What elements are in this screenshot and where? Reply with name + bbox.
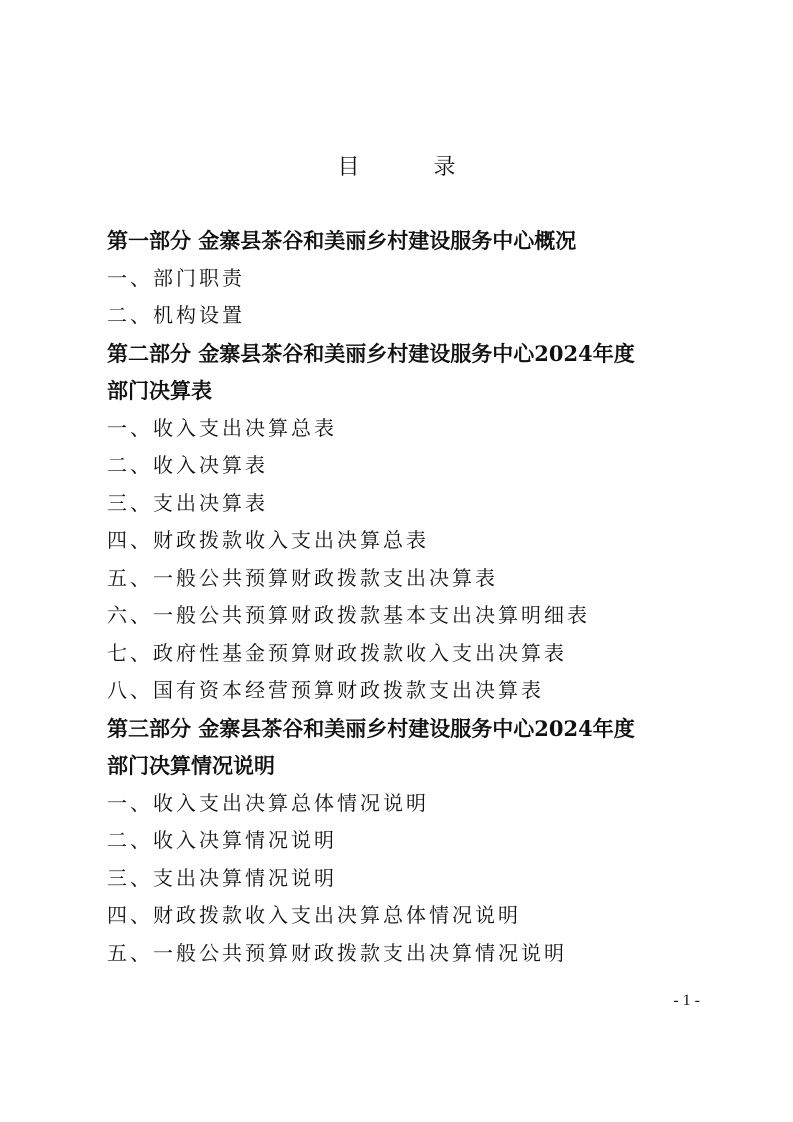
toc-item-part2-3[interactable]: 三、支出决算表 bbox=[107, 490, 268, 515]
part2-heading-line2[interactable]: 部门决算表 bbox=[107, 378, 212, 403]
toc-item-part2-1[interactable]: 一、收入支出决算总表 bbox=[107, 415, 337, 440]
toc-item-part1-1[interactable]: 一、部门职责 bbox=[107, 265, 245, 290]
toc-item-part3-3[interactable]: 三、支出决算情况说明 bbox=[107, 865, 337, 890]
toc-item-part2-6[interactable]: 六、一般公共预算财政拨款基本支出决算明细表 bbox=[107, 603, 590, 627]
part3-heading-line2[interactable]: 部门决算情况说明 bbox=[107, 753, 275, 778]
toc-item-part2-8[interactable]: 八、国有资本经营预算财政拨款支出决算表 bbox=[107, 678, 544, 702]
toc-item-part2-4[interactable]: 四、财政拨款收入支出决算总表 bbox=[107, 528, 429, 552]
toc-item-part2-7[interactable]: 七、政府性基金预算财政拨款收入支出决算表 bbox=[107, 640, 567, 665]
toc-item-part2-5[interactable]: 五、一般公共预算财政拨款支出决算表 bbox=[107, 565, 498, 590]
table-of-contents bbox=[107, 222, 707, 972]
toc-item-part1-2[interactable]: 二、机构设置 bbox=[107, 303, 245, 327]
part2-heading-line1[interactable]: 第二部分 金寨县茶谷和美丽乡村建设服务中心2024年度 bbox=[107, 340, 635, 366]
toc-item-part3-4[interactable]: 四、财政拨款收入支出决算总体情况说明 bbox=[107, 903, 521, 927]
page-title: 目 录 bbox=[337, 155, 482, 180]
toc-item-part3-2[interactable]: 二、收入决算情况说明 bbox=[107, 828, 337, 852]
toc-item-part3-1[interactable]: 一、收入支出决算总体情况说明 bbox=[107, 790, 429, 815]
toc-item-part3-5[interactable]: 五、一般公共预算财政拨款支出决算情况说明 bbox=[107, 940, 567, 965]
page-number: - 1 - bbox=[673, 992, 700, 1009]
part3-heading-line1[interactable]: 第三部分 金寨县茶谷和美丽乡村建设服务中心2024年度 bbox=[107, 715, 635, 741]
toc-item-part2-2[interactable]: 二、收入决算表 bbox=[107, 453, 268, 477]
part1-heading[interactable]: 第一部分 金寨县茶谷和美丽乡村建设服务中心概况 bbox=[107, 228, 577, 253]
